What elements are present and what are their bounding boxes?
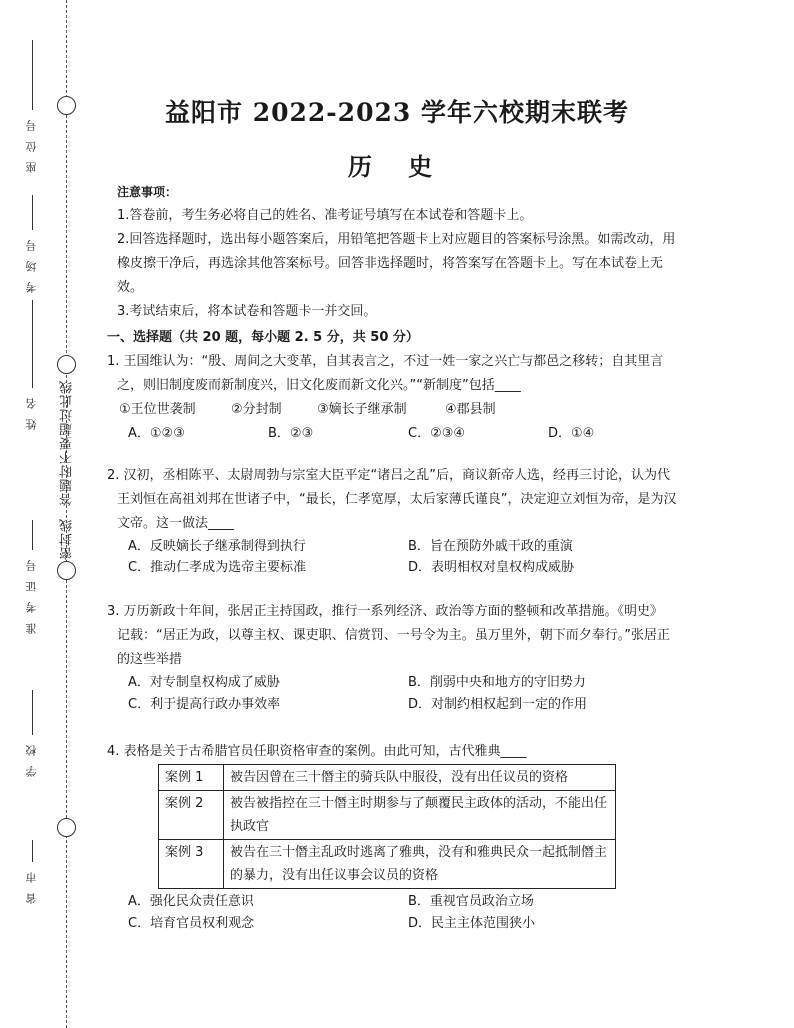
case-table [158, 764, 616, 889]
answer-option[interactable]: D．民主主体范围狭小 [408, 916, 536, 931]
answer-option[interactable]: C．推动仁孝成为选帝主要标准 [128, 560, 307, 575]
seat-number-label: 座位号 [25, 110, 38, 173]
school-label: 学校 [25, 735, 38, 777]
answer-options [107, 557, 707, 578]
seal-line-label: 密封线 [60, 518, 75, 560]
question-text: 王刘恒在高祖刘邦在世诸子中，“最长，仁孝宽厚，太后家薄氏谨良”，决定迎立刘恒为帝，是为汉 [117, 492, 677, 507]
question-text: 3. 万历新政十年间，张居正主持国政，推行一系列经济、政治等方面的整顿和改革措施。《明史》 [107, 604, 664, 619]
binding-hole [57, 818, 76, 837]
seal-instruction [58, 380, 77, 560]
admission-number-field[interactable] [24, 520, 40, 634]
table-cell-desc: 被告在三十僭主乱政时逃离了雅典，没有和雅典民众一起抵制僭主的暴力，没有出任议事会议员的资格 [224, 840, 616, 889]
table-cell-case: 案例 1 [159, 765, 224, 791]
question-text: 4. 表格是关于古希腊官员任职资格审查的案例。由此可知，古代雅典____ [107, 744, 527, 759]
answer-option[interactable]: B．削弱中央和地方的守旧势力 [408, 675, 586, 690]
province-city-field[interactable] [24, 840, 40, 904]
answer-options [107, 422, 707, 446]
answer-option[interactable]: B．重视官员政治立场 [408, 894, 534, 909]
list-item: ①王位世袭制 [119, 402, 196, 417]
answer-option[interactable]: A．强化民众责任意识 [128, 894, 254, 909]
name-label: 姓名 [25, 388, 38, 430]
question-text: 记载：“居正为政，以尊主权、课吏职、信赏罚、一号令为主。虽万里外，朝下而夕奉行。”张居正 [117, 628, 670, 643]
table-cell-desc: 被告因曾在三十僭主的骑兵队中服役，没有出任议员的资格 [224, 765, 616, 791]
seal-warning: 答题时不要超过此线 [60, 380, 75, 506]
school-field[interactable] [24, 690, 40, 777]
answer-option[interactable]: B．旨在预防外戚干政的重演 [408, 539, 573, 554]
answer-option[interactable]: A．反映嫡长子继承制得到执行 [128, 539, 306, 554]
question-1 [107, 350, 707, 446]
admission-number-label: 准考证号 [25, 550, 38, 634]
answer-option[interactable]: C．利于提高行政办事效率 [128, 697, 281, 712]
fill-line [32, 195, 33, 230]
question-3 [107, 600, 707, 716]
notice-section [117, 180, 707, 324]
binding-hole [57, 561, 76, 580]
table-cell-desc: 被告被指控在三十僭主时期参与了颠覆民主政体的活动，不能出任执政官 [224, 791, 616, 840]
answer-option[interactable]: D．表明相权对皇权构成威胁 [408, 560, 575, 575]
exam-room-field[interactable] [24, 195, 40, 293]
table-cell-case: 案例 2 [159, 791, 224, 840]
binding-hole [57, 355, 76, 374]
list-item: ②分封制 [231, 402, 282, 417]
answer-options [107, 891, 707, 913]
answer-option[interactable]: C．②③④ [408, 426, 466, 441]
answer-option[interactable]: A．对专制皇权构成了威胁 [128, 675, 280, 690]
answer-option[interactable]: D．①④ [548, 426, 595, 441]
question-text: 之，则旧制度废而新制度兴，旧文化废而新文化兴。”“新制度”包括____ [117, 378, 521, 393]
question-text: 的这些举措 [117, 652, 183, 667]
item-list [107, 398, 707, 422]
answer-options [107, 536, 707, 557]
name-field[interactable] [24, 300, 40, 430]
table-row [159, 765, 616, 791]
section-heading: 一、选择题（共 20 题，每小题 2. 5 分，共 50 分） [107, 330, 419, 345]
province-city-label: 省市 [25, 862, 38, 904]
notice-heading: 注意事项： [117, 185, 178, 199]
answer-option[interactable]: D．对制约相权起到一定的作用 [408, 697, 588, 712]
answer-option[interactable]: C．培育官员权利观念 [128, 916, 255, 931]
exam-title: 益阳市 2022-2023 学年六校期末联考 [165, 98, 629, 127]
subject-title: 历 史 [347, 152, 447, 181]
answer-option[interactable]: A．①②③ [128, 426, 185, 441]
answer-options [107, 694, 707, 716]
question-text: 1. 王国维认为：“殷、周间之大变革，自其表言之，不过一姓一家之兴亡与都邑之移转；自其里言 [107, 354, 664, 369]
notice-item: 1.答卷前，考生务必将自己的姓名、准考证号填写在本试卷和答题卡上。 [117, 208, 533, 223]
fill-line [32, 520, 33, 550]
question-4 [107, 740, 707, 935]
notice-item: 2.回答选择题时，选出每小题答案后，用铅笔把答题卡上对应题目的答案标号涂黑。如需改动，用 [117, 232, 676, 247]
list-item: ③嫡长子继承制 [317, 402, 407, 417]
table-cell-case: 案例 3 [159, 840, 224, 889]
question-2 [107, 464, 707, 578]
table-row [159, 791, 616, 840]
question-text: 2. 汉初，丞相陈平、太尉周勃与宗室大臣平定“诸吕之乱”后，商议新帝人选，经再三讨论，认为代 [107, 468, 671, 483]
notice-item: 橡皮擦干净后，再选涂其他答案标号。回答非选择题时，将答案写在答题卡上。写在本试卷上无 [117, 256, 664, 271]
answer-options [107, 913, 707, 935]
list-item: ④郡县制 [445, 402, 496, 417]
fill-line [32, 300, 33, 388]
question-text: 文帝。这一做法____ [117, 516, 235, 531]
exam-room-label: 考场号 [25, 230, 38, 293]
notice-item: 效。 [117, 280, 144, 295]
table-row [159, 840, 616, 889]
answer-option[interactable]: B．②③ [268, 426, 314, 441]
fill-line [32, 840, 33, 862]
fill-line [32, 690, 33, 735]
notice-item: 3.考试结束后，将本试卷和答题卡一并交回。 [117, 304, 377, 319]
answer-options [107, 672, 707, 694]
